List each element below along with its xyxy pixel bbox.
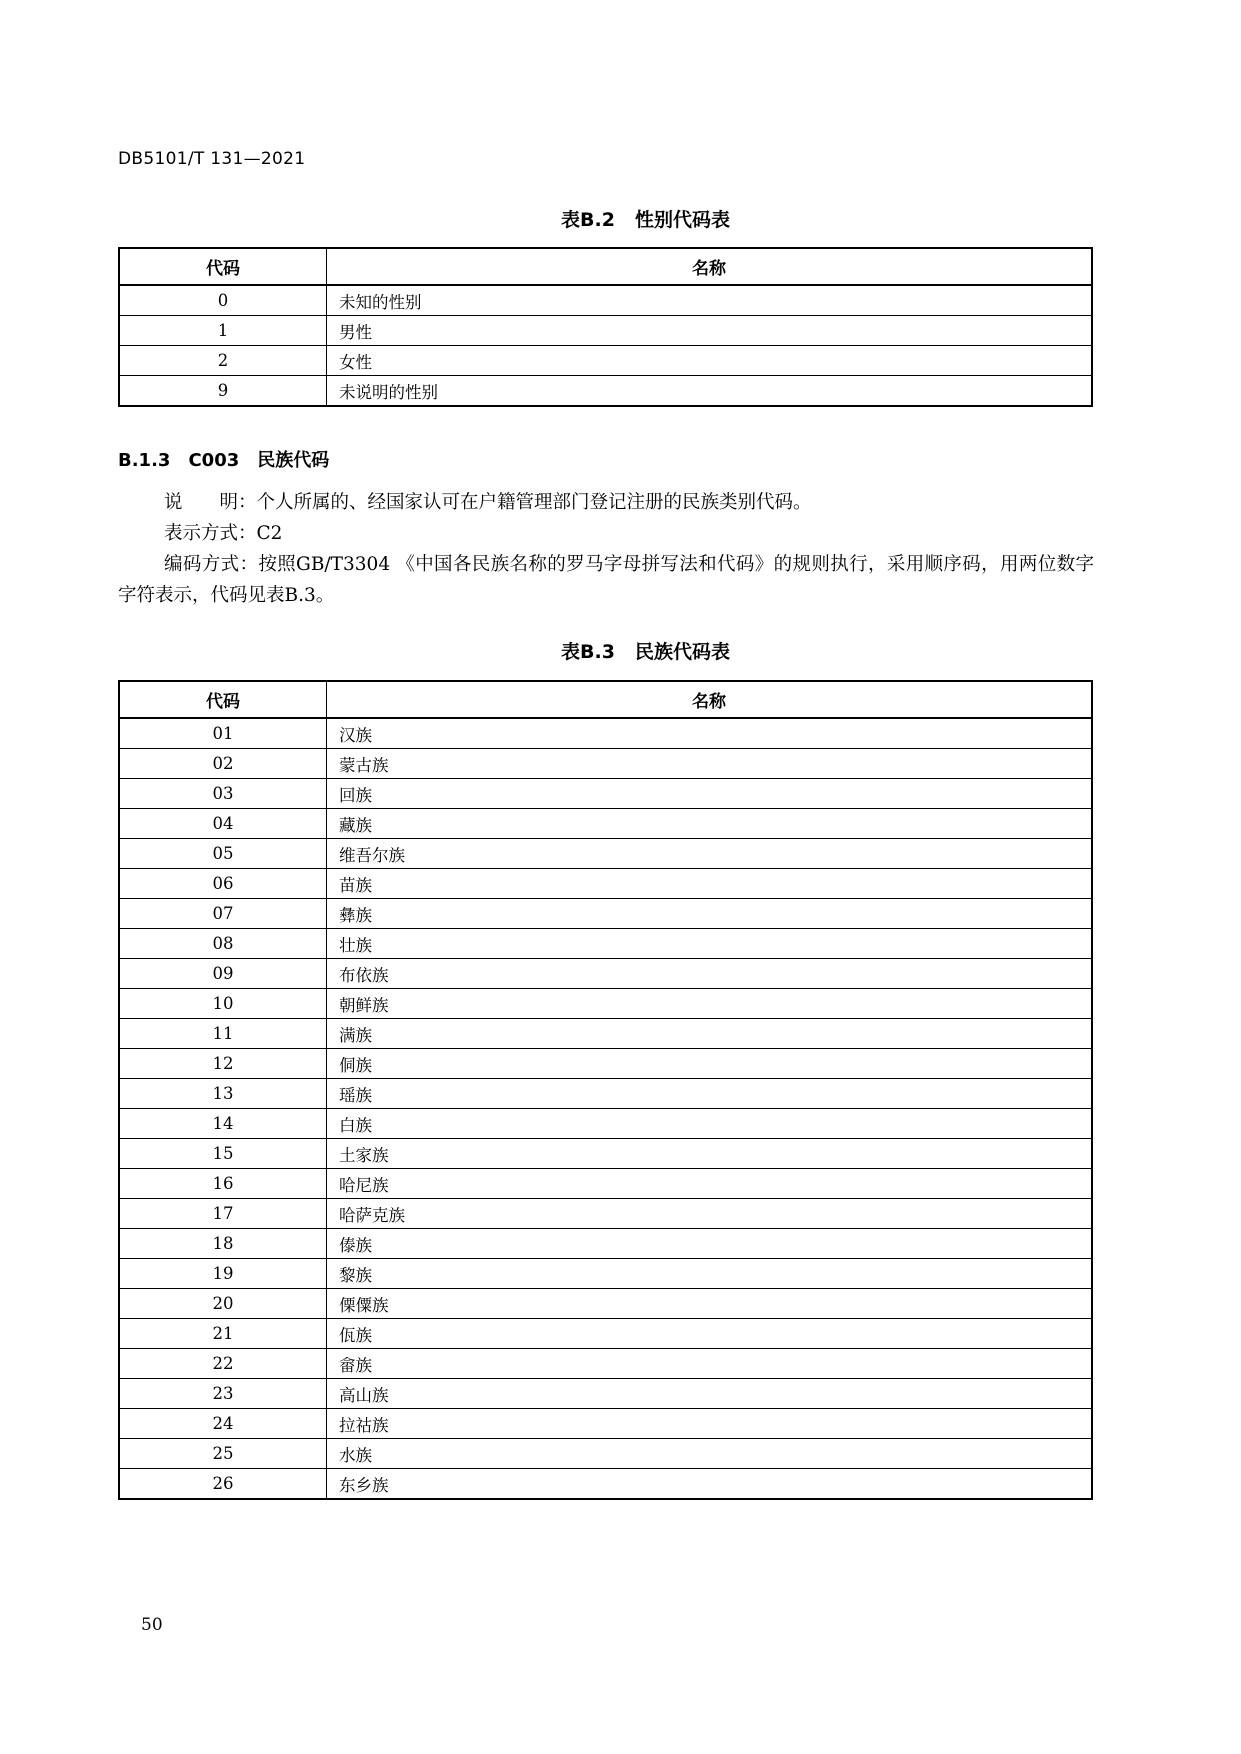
code-cell: 09	[119, 959, 327, 989]
code-cell: 15	[119, 1139, 327, 1169]
name-cell: 苗族	[327, 869, 1093, 899]
table-row	[119, 959, 1092, 989]
table-row	[119, 749, 1092, 779]
name-cell: 哈尼族	[327, 1169, 1093, 1199]
name-cell: 汉族	[327, 718, 1093, 749]
table-b3-caption	[0, 637, 1241, 664]
name-cell: 彝族	[327, 899, 1093, 929]
code-cell: 24	[119, 1409, 327, 1439]
code-cell: 0	[119, 285, 327, 316]
code-cell: 16	[119, 1169, 327, 1199]
table-row	[119, 346, 1092, 376]
table-row	[119, 779, 1092, 809]
code-cell: 23	[119, 1379, 327, 1409]
table-row	[119, 1199, 1092, 1229]
name-cell: 白族	[327, 1109, 1093, 1139]
name-cell: 瑶族	[327, 1079, 1093, 1109]
table-header-row	[119, 681, 1092, 718]
standard-id: DB5101/T 131—2021	[118, 149, 306, 169]
table-header-row	[119, 248, 1092, 285]
gender-code-table-body	[119, 285, 1092, 406]
gender-code-table	[118, 247, 1093, 407]
name-cell: 高山族	[327, 1379, 1093, 1409]
name-cell: 蒙古族	[327, 749, 1093, 779]
column-header-name: 名称	[327, 248, 1093, 285]
table-row	[119, 1169, 1092, 1199]
coding-text: 按照GB/T3304 《中国各民族名称的罗马字母拼写法和代码》的规则执行，采用顺序码，用两位数字字符表示，代码见表B.3。	[118, 554, 1094, 606]
representation-paragraph	[118, 518, 1094, 549]
code-cell: 22	[119, 1349, 327, 1379]
code-cell: 14	[119, 1109, 327, 1139]
table-row	[119, 1259, 1092, 1289]
name-cell: 佤族	[327, 1319, 1093, 1349]
section-code: C003	[188, 450, 240, 471]
table-row	[119, 839, 1092, 869]
name-cell: 黎族	[327, 1259, 1093, 1289]
section-title: 民族代码	[257, 450, 330, 471]
code-cell: 1	[119, 316, 327, 346]
table-row	[119, 809, 1092, 839]
table-b2-caption-number: 表B.2	[561, 209, 615, 231]
table-row	[119, 1019, 1092, 1049]
name-cell: 水族	[327, 1439, 1093, 1469]
table-b2-caption	[0, 205, 1241, 232]
code-cell: 25	[119, 1439, 327, 1469]
table-row	[119, 1409, 1092, 1439]
table-row	[119, 1109, 1092, 1139]
name-cell: 未说明的性别	[327, 376, 1093, 407]
table-row	[119, 1379, 1092, 1409]
table-row	[119, 1139, 1092, 1169]
code-cell: 03	[119, 779, 327, 809]
code-cell: 2	[119, 346, 327, 376]
table-row	[119, 285, 1092, 316]
representation-text: C2	[256, 523, 283, 544]
name-cell: 拉祜族	[327, 1409, 1093, 1439]
name-cell: 布依族	[327, 959, 1093, 989]
name-cell: 土家族	[327, 1139, 1093, 1169]
code-cell: 11	[119, 1019, 327, 1049]
code-cell: 18	[119, 1229, 327, 1259]
code-cell: 19	[119, 1259, 327, 1289]
name-cell: 哈萨克族	[327, 1199, 1093, 1229]
table-row	[119, 1469, 1092, 1500]
code-cell: 04	[119, 809, 327, 839]
code-cell: 08	[119, 929, 327, 959]
code-cell: 05	[119, 839, 327, 869]
section-number: B.1.3	[118, 450, 171, 471]
table-row	[119, 989, 1092, 1019]
ethnicity-code-table	[118, 680, 1093, 1500]
representation-label: 表示方式：	[164, 523, 257, 544]
column-header-code: 代码	[119, 248, 327, 285]
name-cell: 维吾尔族	[327, 839, 1093, 869]
table-row	[119, 869, 1092, 899]
name-cell: 傣族	[327, 1229, 1093, 1259]
name-cell: 朝鲜族	[327, 989, 1093, 1019]
table-row	[119, 1439, 1092, 1469]
table-b3-caption-title: 民族代码表	[634, 641, 730, 663]
table-b3-caption-number: 表B.3	[561, 641, 615, 663]
name-cell: 侗族	[327, 1049, 1093, 1079]
code-cell: 9	[119, 376, 327, 407]
table-row	[119, 1049, 1092, 1079]
ethnicity-code-table-body	[119, 718, 1092, 1499]
code-cell: 20	[119, 1289, 327, 1319]
description-text: 个人所属的、经国家认可在户籍管理部门登记注册的民族类别代码。	[256, 492, 812, 513]
code-cell: 12	[119, 1049, 327, 1079]
description-paragraph	[118, 487, 1094, 518]
code-cell: 01	[119, 718, 327, 749]
coding-label: 编码方式：	[164, 554, 259, 575]
name-cell: 男性	[327, 316, 1093, 346]
page-number: 50	[141, 1615, 163, 1635]
name-cell: 回族	[327, 779, 1093, 809]
table-b2-caption-title: 性别代码表	[634, 209, 730, 231]
code-cell: 06	[119, 869, 327, 899]
description-label: 说 明：	[164, 492, 257, 513]
name-cell: 未知的性别	[327, 285, 1093, 316]
code-cell: 17	[119, 1199, 327, 1229]
code-cell: 13	[119, 1079, 327, 1109]
code-cell: 02	[119, 749, 327, 779]
name-cell: 壮族	[327, 929, 1093, 959]
table-row	[119, 899, 1092, 929]
table-row	[119, 1079, 1092, 1109]
name-cell: 藏族	[327, 809, 1093, 839]
column-header-code: 代码	[119, 681, 327, 718]
name-cell: 满族	[327, 1019, 1093, 1049]
code-cell: 07	[119, 899, 327, 929]
coding-paragraph	[118, 549, 1094, 611]
table-row	[119, 1289, 1092, 1319]
name-cell: 女性	[327, 346, 1093, 376]
table-row	[119, 316, 1092, 346]
table-row	[119, 1319, 1092, 1349]
table-row	[119, 929, 1092, 959]
table-row	[119, 376, 1092, 407]
code-cell: 21	[119, 1319, 327, 1349]
table-row	[119, 718, 1092, 749]
name-cell: 畲族	[327, 1349, 1093, 1379]
code-cell: 26	[119, 1469, 327, 1500]
name-cell: 傈僳族	[327, 1289, 1093, 1319]
code-cell: 10	[119, 989, 327, 1019]
section-heading	[118, 446, 329, 472]
name-cell: 东乡族	[327, 1469, 1093, 1500]
column-header-name: 名称	[327, 681, 1093, 718]
table-row	[119, 1229, 1092, 1259]
table-row	[119, 1349, 1092, 1379]
